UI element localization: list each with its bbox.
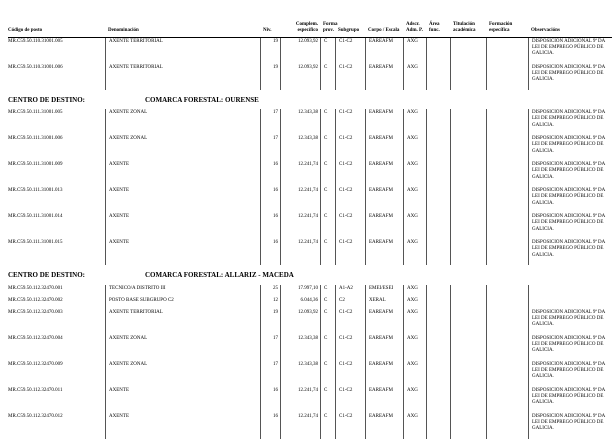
cell-formacion-especifica [486, 38, 528, 64]
header-line-bottom: Código de posto [8, 28, 43, 34]
table-header-row [8, 22, 612, 38]
cell-formacion-especifica [486, 187, 528, 213]
cell-codigo-de-posto: MR.C59.50.110.31001.006 [8, 64, 63, 70]
cell-observacions: DISPOSICIÓN ADICIONAL 9ª DA LEI DE EMPREGO PÚBLICO DE GALICIA. [528, 64, 612, 90]
table-row [8, 239, 612, 265]
cell-niv: 19 [260, 38, 280, 64]
cell-codigo-de-posto: MR.C59.50.112.32470.004 [8, 335, 63, 341]
cell-formacion-especifica [486, 387, 528, 413]
cell-corpo-escala: EAREAFM [365, 413, 403, 439]
cell-titulacion-academica [450, 38, 486, 64]
cell-subgrupo: C1-C2 [335, 309, 365, 335]
cell-codigo-de-posto: MR.C59.50.112.32470.009 [8, 361, 63, 367]
cell-codigo-de-posto: MR.C59.50.112.32470.003 [8, 309, 63, 315]
table-row [8, 135, 612, 161]
cell-forma-prov: C [320, 213, 335, 239]
cell-titulacion-academica [450, 361, 486, 387]
cell-corpo-escala: EAREAFM [365, 239, 403, 265]
cell-subgrupo: C1-C2 [335, 64, 365, 90]
cell-adscr-adm-p: AXG [403, 387, 426, 413]
cell-titulacion-academica [450, 239, 486, 265]
header-line-bottom: Niv. [263, 28, 272, 34]
cell-observacions: DISPOSICIÓN ADICIONAL 9ª DA LEI DE EMPREGO PÚBLICO DE GALICIA. [528, 161, 612, 187]
cell-adscr-adm-p: AXG [403, 135, 426, 161]
column-header-forma-prov [320, 22, 338, 35]
comarca-forestal-name: COMARCA FORESTAL: ALLARIZ - MACEDA [145, 271, 294, 280]
column-header-formacion-especifica [486, 22, 528, 35]
centro-de-destino-label: CENTRO DE DESTINO: [8, 95, 86, 104]
cell-formacion-especifica [486, 64, 528, 90]
cell-denominacion: TÉCNICO/A DISTRITO III [105, 285, 260, 297]
cell-area-func [426, 335, 450, 361]
cell-niv: 25 [260, 285, 280, 297]
cell-denominacion: AXENTE ZONAL [105, 361, 260, 387]
table-row [8, 109, 612, 135]
cell-corpo-escala: EAREAFM [365, 387, 403, 413]
cell-denominacion: AXENTE ZONAL [105, 335, 260, 361]
cell-titulacion-academica [450, 413, 486, 439]
cell-subgrupo: C1-C2 [335, 109, 365, 135]
cell-codigo-de-posto: MR.C59.50.111.31001.009 [8, 162, 63, 168]
cell-observacions [528, 285, 612, 297]
column-header-observacions [528, 28, 612, 34]
cell-area-func [426, 135, 450, 161]
cell-formacion-especifica [486, 413, 528, 439]
cell-area-func [426, 387, 450, 413]
cell-adscr-adm-p: AXG [403, 297, 426, 309]
cell-titulacion-academica [450, 213, 486, 239]
cell-observacions: DISPOSICIÓN ADICIONAL 9ª DA LEI DE EMPREGO PÚBLICO DE GALICIA. [528, 309, 612, 335]
cell-corpo-escala: EAREAFM [365, 161, 403, 187]
cell-adscr-adm-p: AXG [403, 109, 426, 135]
cell-niv: 12 [260, 297, 280, 309]
header-line-top: Forma [323, 22, 338, 27]
cell-niv: 17 [260, 335, 280, 361]
cell-corpo-escala: XERAL [365, 297, 403, 309]
cell-titulacion-academica [450, 64, 486, 90]
header-line-top: Titulación [453, 22, 475, 27]
column-header-subgrupo [335, 28, 365, 34]
table-row [8, 38, 612, 64]
column-header-codigo [8, 28, 105, 34]
cell-codigo-de-posto: MR.C59.50.112.32470.002 [8, 297, 63, 303]
cell-titulacion-academica [450, 297, 486, 309]
header-line-bottom: específica [489, 28, 510, 34]
cell-codigo-de-posto: MR.C59.50.111.31001.015 [8, 240, 63, 246]
table-row [8, 309, 612, 335]
cell-corpo-escala: EAREAFM [365, 187, 403, 213]
cell-complem-especifico: 12.093,92 [280, 309, 320, 335]
table-row [8, 387, 612, 413]
cell-formacion-especifica [486, 135, 528, 161]
cell-area-func [426, 109, 450, 135]
cell-adscr-adm-p: AXG [403, 239, 426, 265]
cell-complem-especifico: 12.241,74 [280, 161, 320, 187]
table-row [8, 187, 612, 213]
cell-codigo-de-posto: MR.C59.50.111.31001.014 [8, 214, 63, 220]
cell-formacion-especifica [486, 297, 528, 309]
cell-codigo-de-posto: MR.C59.50.111.31001.013 [8, 188, 63, 194]
cell-codigo-de-posto: MR.C59.50.110.31001.005 [8, 38, 63, 44]
cell-forma-prov: C [320, 161, 335, 187]
cell-adscr-adm-p: AXG [403, 187, 426, 213]
table-row [8, 361, 612, 387]
cell-denominacion: AXENTE TERRITORIAL [105, 38, 260, 64]
cell-area-func [426, 239, 450, 265]
cell-corpo-escala: EAREAFM [365, 335, 403, 361]
table-row [8, 64, 612, 90]
cell-corpo-escala: EAREAFM [365, 213, 403, 239]
cell-formacion-especifica [486, 239, 528, 265]
table-row [8, 213, 612, 239]
cell-formacion-especifica [486, 285, 528, 297]
cell-subgrupo: C1-C2 [335, 413, 365, 439]
cell-complem-especifico: 12.093,92 [280, 38, 320, 64]
column-header-area-func [426, 22, 450, 35]
table-row [8, 285, 612, 297]
cell-forma-prov: C [320, 38, 335, 64]
section-rows [8, 285, 612, 439]
cell-corpo-escala: EAREAFM [365, 361, 403, 387]
section-rows [8, 109, 612, 265]
cell-niv: 19 [260, 64, 280, 90]
cell-niv: 17 [260, 135, 280, 161]
cell-niv: 16 [260, 161, 280, 187]
cell-denominacion: AXENTE ZONAL [105, 135, 260, 161]
cell-subgrupo: C1-C2 [335, 239, 365, 265]
cell-observacions: DISPOSICIÓN ADICIONAL 9ª DA LEI DE EMPREGO PÚBLICO DE GALICIA. [528, 109, 612, 135]
cell-subgrupo: C1-C2 [335, 187, 365, 213]
cell-observacions: DISPOSICIÓN ADICIONAL 9ª DA LEI DE EMPREGO PÚBLICO DE GALICIA. [528, 413, 612, 439]
cell-titulacion-academica [450, 109, 486, 135]
cell-area-func [426, 413, 450, 439]
cell-forma-prov: C [320, 361, 335, 387]
cell-adscr-adm-p: AXG [403, 38, 426, 64]
cell-forma-prov: C [320, 335, 335, 361]
cell-complem-especifico: 12.241,74 [280, 413, 320, 439]
cell-corpo-escala: EAREAFM [365, 38, 403, 64]
cell-subgrupo: C1-C2 [335, 335, 365, 361]
cell-complem-especifico: 12.343,38 [280, 135, 320, 161]
cell-observacions: DISPOSICIÓN ADICIONAL 9ª DA LEI DE EMPREGO PÚBLICO DE GALICIA. [528, 187, 612, 213]
cell-area-func [426, 161, 450, 187]
cell-subgrupo: A1-A2 [335, 285, 365, 297]
cell-adscr-adm-p: AXG [403, 213, 426, 239]
cell-adscr-adm-p: AXG [403, 161, 426, 187]
cell-observacions: DISPOSICIÓN ADICIONAL 9ª DA LEI DE EMPREGO PÚBLICO DE GALICIA. [528, 361, 612, 387]
cell-complem-especifico: 17.997,10 [280, 285, 320, 297]
column-header-niv [260, 28, 280, 34]
cell-formacion-especifica [486, 161, 528, 187]
cell-subgrupo: C2 [335, 297, 365, 309]
cell-adscr-adm-p: AXG [403, 361, 426, 387]
cell-denominacion: AXENTE ZONAL [105, 109, 260, 135]
cell-denominacion: AXENTE TERRITORIAL [105, 309, 260, 335]
header-line-bottom: académica [453, 28, 476, 34]
cell-adscr-adm-p: AXG [403, 64, 426, 90]
table-row [8, 297, 612, 309]
cell-complem-especifico: 12.241,74 [280, 239, 320, 265]
cell-niv: 19 [260, 309, 280, 335]
column-header-titulacion-academica [450, 22, 486, 35]
cell-niv: 16 [260, 413, 280, 439]
cell-denominacion: AXENTE [105, 387, 260, 413]
cell-corpo-escala: EAREAFM [365, 64, 403, 90]
cell-area-func [426, 297, 450, 309]
cell-subgrupo: C1-C2 [335, 38, 365, 64]
header-line-bottom: Corpo / Escala [368, 28, 400, 34]
cell-titulacion-academica [450, 187, 486, 213]
cell-observacions [528, 297, 612, 309]
header-line-bottom: Adm. P. [406, 28, 423, 34]
cell-complem-especifico: 6.044,36 [280, 297, 320, 309]
cell-codigo-de-posto: MR.C59.50.111.31001.006 [8, 136, 63, 142]
table-row [8, 335, 612, 361]
cell-formacion-especifica [486, 109, 528, 135]
cell-forma-prov: C [320, 413, 335, 439]
cell-observacions: DISPOSICIÓN ADICIONAL 9ª DA LEI DE EMPREGO PÚBLICO DE GALICIA. [528, 38, 612, 64]
cell-observacions: DISPOSICIÓN ADICIONAL 9ª DA LEI DE EMPREGO PÚBLICO DE GALICIA. [528, 387, 612, 413]
cell-complem-especifico: 12.241,74 [280, 213, 320, 239]
header-line-bottom: Denominación [108, 28, 139, 34]
cell-formacion-especifica [486, 335, 528, 361]
cell-formacion-especifica [486, 361, 528, 387]
cell-niv: 17 [260, 361, 280, 387]
cell-corpo-escala: EAREAFM [365, 135, 403, 161]
cell-corpo-escala: EAREAFM [365, 309, 403, 335]
cell-forma-prov: C [320, 285, 335, 297]
cell-complem-especifico: 12.343,38 [280, 361, 320, 387]
section-rows [8, 38, 612, 90]
column-header-adscr-adm-p [403, 22, 426, 35]
cell-niv: 16 [260, 213, 280, 239]
cell-niv: 16 [260, 239, 280, 265]
cell-denominacion: POSTO BASE SUBGRUPO C2 [105, 297, 260, 309]
cell-denominacion: AXENTE [105, 413, 260, 439]
cell-corpo-escala: EMEI/ESEI [365, 285, 403, 297]
cell-niv: 16 [260, 187, 280, 213]
cell-adscr-adm-p: AXG [403, 285, 426, 297]
cell-titulacion-academica [450, 161, 486, 187]
cell-complem-especifico: 12.343,38 [280, 335, 320, 361]
cell-area-func [426, 64, 450, 90]
cell-subgrupo: C1-C2 [335, 213, 365, 239]
cell-area-func [426, 361, 450, 387]
cell-codigo-de-posto: MR.C59.50.112.32470.011 [8, 387, 63, 393]
header-line-top: Área [429, 22, 440, 27]
cell-adscr-adm-p: AXG [403, 335, 426, 361]
header-line-top: Formación [489, 22, 513, 27]
cell-complem-especifico: 12.241,74 [280, 187, 320, 213]
column-header-corpo-escala [365, 28, 403, 34]
cell-niv: 16 [260, 387, 280, 413]
cell-area-func [426, 38, 450, 64]
cell-area-func [426, 309, 450, 335]
cell-observacions: DISPOSICIÓN ADICIONAL 9ª DA LEI DE EMPREGO PÚBLICO DE GALICIA. [528, 239, 612, 265]
table-row [8, 161, 612, 187]
cell-titulacion-academica [450, 285, 486, 297]
cell-niv: 17 [260, 109, 280, 135]
centro-de-destino-row [8, 272, 612, 280]
table-row [8, 413, 612, 439]
column-header-denominacion [105, 28, 260, 34]
cell-observacions: DISPOSICIÓN ADICIONAL 9ª DA LEI DE EMPREGO PÚBLICO DE GALICIA. [528, 335, 612, 361]
cell-titulacion-academica [450, 309, 486, 335]
table-body [8, 38, 612, 439]
cell-formacion-especifica [486, 309, 528, 335]
cell-denominacion: AXENTE [105, 213, 260, 239]
cell-forma-prov: C [320, 387, 335, 413]
cell-forma-prov: C [320, 135, 335, 161]
cell-subgrupo: C1-C2 [335, 361, 365, 387]
cell-complem-especifico: 12.241,74 [280, 387, 320, 413]
cell-forma-prov: C [320, 297, 335, 309]
cell-forma-prov: C [320, 64, 335, 90]
cell-complem-especifico: 12.343,38 [280, 109, 320, 135]
header-line-bottom: prov. [323, 28, 334, 34]
header-line-bottom: Observacións [531, 28, 560, 34]
comarca-forestal-name: COMARCA FORESTAL: OURENSE [145, 95, 259, 104]
cell-forma-prov: C [320, 109, 335, 135]
cell-subgrupo: C1-C2 [335, 135, 365, 161]
header-line-bottom: específico [297, 28, 318, 34]
header-line-bottom: func. [429, 28, 440, 34]
cell-complem-especifico: 12.093,92 [280, 64, 320, 90]
cell-codigo-de-posto: MR.C59.50.112.32470.012 [8, 413, 63, 419]
cell-titulacion-academica [450, 335, 486, 361]
cell-codigo-de-posto: MR.C59.50.112.32470.001 [8, 285, 63, 291]
cell-observacions: DISPOSICIÓN ADICIONAL 9ª DA LEI DE EMPREGO PÚBLICO DE GALICIA. [528, 135, 612, 161]
cell-adscr-adm-p: AXG [403, 413, 426, 439]
cell-area-func [426, 187, 450, 213]
header-line-bottom: Subgrupo [338, 28, 360, 34]
centro-de-destino-label: CENTRO DE DESTINO: [8, 271, 86, 280]
cell-titulacion-academica [450, 387, 486, 413]
column-header-complem-especifico [280, 22, 320, 35]
cell-subgrupo: C1-C2 [335, 161, 365, 187]
cell-denominacion: AXENTE [105, 239, 260, 265]
header-line-top: Adscr. [406, 22, 420, 27]
cell-observacions: DISPOSICIÓN ADICIONAL 9ª DA LEI DE EMPREGO PÚBLICO DE GALICIA. [528, 213, 612, 239]
cell-denominacion: AXENTE [105, 161, 260, 187]
header-line-top: Complem. [295, 22, 318, 27]
centro-de-destino-row [8, 97, 612, 105]
cell-titulacion-academica [450, 135, 486, 161]
cell-forma-prov: C [320, 239, 335, 265]
cell-forma-prov: C [320, 187, 335, 213]
cell-adscr-adm-p: AXG [403, 309, 426, 335]
cell-codigo-de-posto: MR.C59.50.111.31001.005 [8, 110, 63, 116]
cell-denominacion: AXENTE [105, 187, 260, 213]
cell-subgrupo: C1-C2 [335, 387, 365, 413]
cell-corpo-escala: EAREAFM [365, 109, 403, 135]
cell-formacion-especifica [486, 213, 528, 239]
cell-area-func [426, 213, 450, 239]
cell-area-func [426, 285, 450, 297]
cell-forma-prov: C [320, 309, 335, 335]
cell-denominacion: AXENTE TERRITORIAL [105, 64, 260, 90]
